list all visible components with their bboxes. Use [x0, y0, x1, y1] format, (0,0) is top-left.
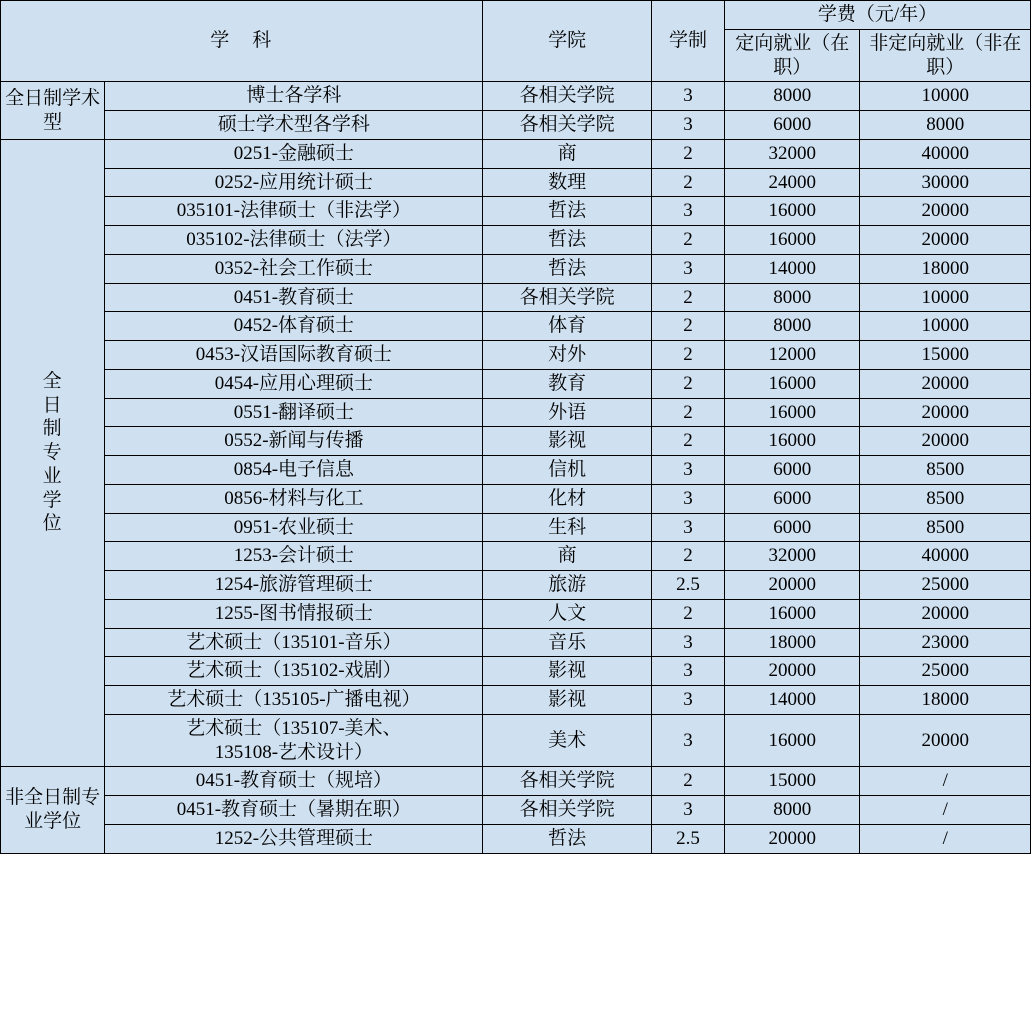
cell-fee-nondirected: 20000 — [860, 226, 1031, 255]
cell-duration: 2 — [651, 398, 724, 427]
table-row — [1, 456, 1031, 485]
cell-college: 各相关学院 — [483, 283, 651, 312]
cell-fee-nondirected: 8500 — [860, 484, 1031, 513]
cell-fee-directed: 16000 — [725, 197, 860, 226]
cell-fee-directed: 24000 — [725, 168, 860, 197]
cell-fee-nondirected: 10000 — [860, 312, 1031, 341]
table-row — [1, 484, 1031, 513]
cell-fee-directed: 16000 — [725, 226, 860, 255]
cell-college: 外语 — [483, 398, 651, 427]
cell-subject: 1255-图书情报硕士 — [105, 599, 483, 628]
cell-fee-directed: 18000 — [725, 628, 860, 657]
table-row — [1, 111, 1031, 140]
table-row — [1, 657, 1031, 686]
cell-college: 哲法 — [483, 254, 651, 283]
table-row — [1, 139, 1031, 168]
cell-fee-nondirected: 25000 — [860, 571, 1031, 600]
cell-duration: 2 — [651, 226, 724, 255]
cell-fee-nondirected: / — [860, 824, 1031, 853]
cell-fee-nondirected: 23000 — [860, 628, 1031, 657]
cell-fee-directed: 8000 — [725, 312, 860, 341]
cell-fee-directed: 14000 — [725, 254, 860, 283]
cell-college: 对外 — [483, 341, 651, 370]
cell-duration: 2 — [651, 283, 724, 312]
cell-subject: 0451-教育硕士（规培） — [105, 767, 483, 796]
cell-fee-directed: 16000 — [725, 369, 860, 398]
cell-college: 商 — [483, 139, 651, 168]
cell-duration: 2 — [651, 168, 724, 197]
cell-fee-directed: 8000 — [725, 796, 860, 825]
table-row — [1, 599, 1031, 628]
cell-fee-directed: 8000 — [725, 82, 860, 111]
cell-fee-nondirected: 18000 — [860, 686, 1031, 715]
cell-duration: 2.5 — [651, 824, 724, 853]
cell-fee-directed: 16000 — [725, 714, 860, 767]
table-row — [1, 427, 1031, 456]
cell-duration: 3 — [651, 484, 724, 513]
cell-subject: 035101-法律硕士（非法学） — [105, 197, 483, 226]
table-row — [1, 513, 1031, 542]
table-row — [1, 254, 1031, 283]
cell-college: 音乐 — [483, 628, 651, 657]
cell-duration: 2 — [651, 139, 724, 168]
table-row — [1, 398, 1031, 427]
cell-college: 哲法 — [483, 197, 651, 226]
cell-fee-nondirected: 20000 — [860, 197, 1031, 226]
table-row — [1, 571, 1031, 600]
cell-college: 哲法 — [483, 226, 651, 255]
cell-subject: 1254-旅游管理硕士 — [105, 571, 483, 600]
cell-fee-directed: 6000 — [725, 111, 860, 140]
table-row — [1, 369, 1031, 398]
table-row — [1, 283, 1031, 312]
cell-fee-nondirected: 15000 — [860, 341, 1031, 370]
header-fee-group: 学费（元/年） — [725, 1, 1031, 30]
cell-college: 各相关学院 — [483, 111, 651, 140]
cell-fee-directed: 20000 — [725, 824, 860, 853]
cell-fee-nondirected: 10000 — [860, 283, 1031, 312]
table-row — [1, 226, 1031, 255]
cell-duration: 3 — [651, 796, 724, 825]
cell-subject: 艺术硕士（135105-广播电视） — [105, 686, 483, 715]
cell-fee-directed: 14000 — [725, 686, 860, 715]
cell-college: 教育 — [483, 369, 651, 398]
cell-subject: 0452-体育硕士 — [105, 312, 483, 341]
cell-duration: 3 — [651, 456, 724, 485]
cell-college: 信机 — [483, 456, 651, 485]
cell-duration: 3 — [651, 111, 724, 140]
group-label-2: 非全日制专业学位 — [1, 767, 105, 853]
cell-duration: 2.5 — [651, 571, 724, 600]
table-row — [1, 767, 1031, 796]
table-row — [1, 628, 1031, 657]
cell-fee-directed: 32000 — [725, 542, 860, 571]
cell-subject: 0951-农业硕士 — [105, 513, 483, 542]
table-row — [1, 312, 1031, 341]
cell-subject: 035102-法律硕士（法学） — [105, 226, 483, 255]
cell-fee-directed: 16000 — [725, 398, 860, 427]
cell-fee-nondirected: 20000 — [860, 398, 1031, 427]
cell-subject: 0252-应用统计硕士 — [105, 168, 483, 197]
cell-subject: 0854-电子信息 — [105, 456, 483, 485]
cell-fee-directed: 12000 — [725, 341, 860, 370]
cell-college: 人文 — [483, 599, 651, 628]
cell-duration: 3 — [651, 686, 724, 715]
table-row — [1, 796, 1031, 825]
cell-fee-nondirected: 10000 — [860, 82, 1031, 111]
cell-fee-directed: 20000 — [725, 571, 860, 600]
cell-duration: 3 — [651, 714, 724, 767]
table-row — [1, 341, 1031, 370]
cell-duration: 3 — [651, 254, 724, 283]
group-label-1: 全 日 制 专 业 学 位 — [1, 139, 105, 767]
cell-college: 化材 — [483, 484, 651, 513]
cell-fee-nondirected: 40000 — [860, 139, 1031, 168]
cell-fee-nondirected: 8500 — [860, 456, 1031, 485]
table-row — [1, 168, 1031, 197]
cell-subject: 0451-教育硕士（暑期在职） — [105, 796, 483, 825]
cell-fee-directed: 16000 — [725, 427, 860, 456]
header-college: 学院 — [483, 1, 651, 82]
cell-fee-directed: 8000 — [725, 283, 860, 312]
cell-college: 各相关学院 — [483, 767, 651, 796]
cell-college: 美术 — [483, 714, 651, 767]
table-row — [1, 824, 1031, 853]
table-row — [1, 686, 1031, 715]
cell-subject: 1252-公共管理硕士 — [105, 824, 483, 853]
table-row — [1, 197, 1031, 226]
cell-college: 数理 — [483, 168, 651, 197]
cell-duration: 2 — [651, 767, 724, 796]
cell-fee-nondirected: 20000 — [860, 427, 1031, 456]
cell-subject: 0454-应用心理硕士 — [105, 369, 483, 398]
cell-college: 影视 — [483, 427, 651, 456]
cell-duration: 2 — [651, 312, 724, 341]
header-fee-nondirected: 非定向就业（非在职） — [860, 29, 1031, 82]
group-label-0: 全日制学术型 — [1, 82, 105, 140]
cell-college: 体育 — [483, 312, 651, 341]
cell-fee-directed: 20000 — [725, 657, 860, 686]
cell-fee-nondirected: / — [860, 796, 1031, 825]
cell-duration: 2 — [651, 427, 724, 456]
cell-fee-nondirected: 20000 — [860, 369, 1031, 398]
cell-fee-directed: 6000 — [725, 484, 860, 513]
cell-fee-directed: 16000 — [725, 599, 860, 628]
cell-college: 生科 — [483, 513, 651, 542]
cell-subject: 0551-翻译硕士 — [105, 398, 483, 427]
cell-fee-nondirected: 20000 — [860, 714, 1031, 767]
cell-duration: 3 — [651, 657, 724, 686]
cell-duration: 3 — [651, 197, 724, 226]
cell-fee-nondirected: 8000 — [860, 111, 1031, 140]
table-row — [1, 82, 1031, 111]
cell-duration: 2 — [651, 599, 724, 628]
cell-subject: 0856-材料与化工 — [105, 484, 483, 513]
cell-college: 商 — [483, 542, 651, 571]
cell-subject: 0552-新闻与传播 — [105, 427, 483, 456]
cell-fee-nondirected: 30000 — [860, 168, 1031, 197]
cell-subject: 硕士学术型各学科 — [105, 111, 483, 140]
cell-fee-nondirected: 18000 — [860, 254, 1031, 283]
cell-college: 各相关学院 — [483, 82, 651, 111]
header-fee-directed: 定向就业（在职） — [725, 29, 860, 82]
cell-subject: 博士各学科 — [105, 82, 483, 111]
cell-college: 各相关学院 — [483, 796, 651, 825]
cell-subject: 艺术硕士（135102-戏剧） — [105, 657, 483, 686]
cell-college: 哲法 — [483, 824, 651, 853]
cell-subject: 0251-金融硕士 — [105, 139, 483, 168]
cell-subject: 0352-社会工作硕士 — [105, 254, 483, 283]
cell-fee-directed: 15000 — [725, 767, 860, 796]
table-row — [1, 542, 1031, 571]
cell-fee-nondirected: 25000 — [860, 657, 1031, 686]
cell-college: 影视 — [483, 657, 651, 686]
header-subject: 学 科 — [1, 1, 483, 82]
cell-subject: 艺术硕士（135107-美术、 135108-艺术设计） — [105, 714, 483, 767]
header-duration: 学制 — [651, 1, 724, 82]
table-row — [1, 714, 1031, 767]
cell-subject: 0451-教育硕士 — [105, 283, 483, 312]
cell-duration: 2 — [651, 542, 724, 571]
cell-duration: 3 — [651, 513, 724, 542]
table-header-row-top — [1, 1, 1031, 30]
cell-duration: 2 — [651, 341, 724, 370]
cell-fee-nondirected: 8500 — [860, 513, 1031, 542]
cell-fee-directed: 32000 — [725, 139, 860, 168]
cell-college: 旅游 — [483, 571, 651, 600]
cell-duration: 3 — [651, 628, 724, 657]
cell-college: 影视 — [483, 686, 651, 715]
cell-duration: 2 — [651, 369, 724, 398]
cell-duration: 3 — [651, 82, 724, 111]
cell-fee-directed: 6000 — [725, 456, 860, 485]
cell-subject: 艺术硕士（135101-音乐） — [105, 628, 483, 657]
cell-fee-nondirected: 40000 — [860, 542, 1031, 571]
cell-fee-nondirected: / — [860, 767, 1031, 796]
cell-subject: 0453-汉语国际教育硕士 — [105, 341, 483, 370]
cell-fee-directed: 6000 — [725, 513, 860, 542]
cell-fee-nondirected: 20000 — [860, 599, 1031, 628]
cell-subject: 1253-会计硕士 — [105, 542, 483, 571]
